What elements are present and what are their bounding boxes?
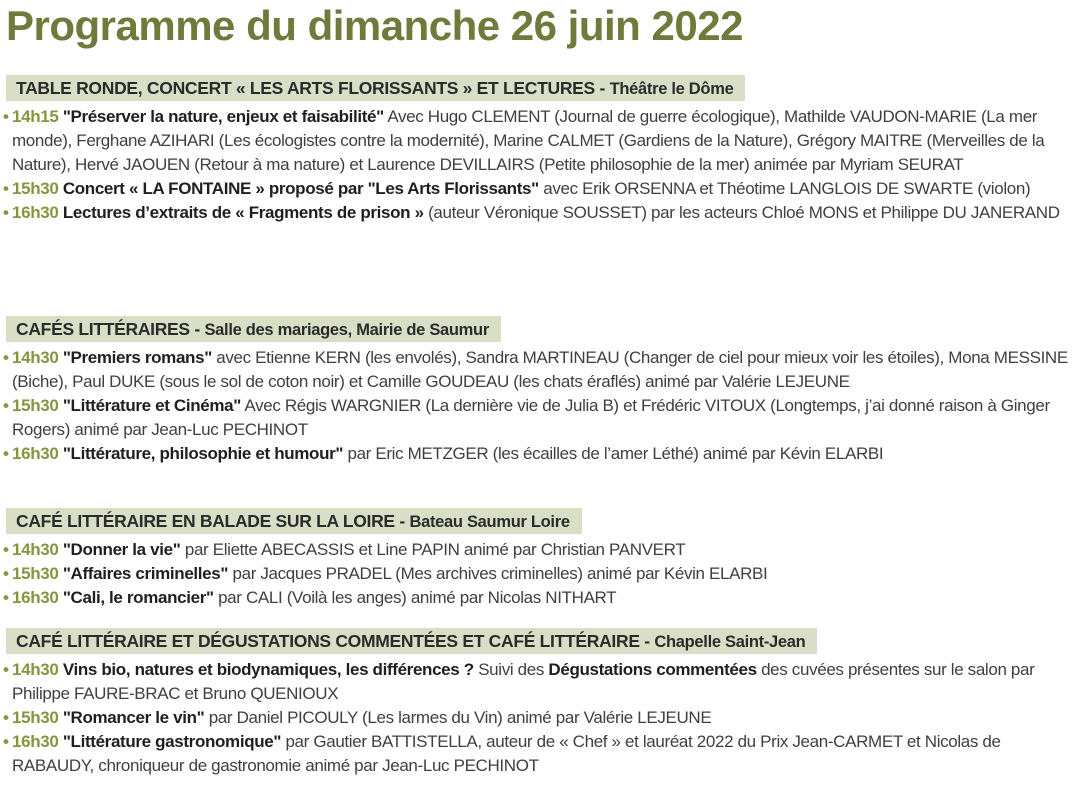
programme-entry — [3, 706, 1082, 730]
entry-title: "Premiers romans" — [62, 348, 212, 367]
programme-entry — [3, 586, 1082, 610]
bullet-icon: • — [3, 444, 9, 463]
section-header: CAFÉS LITTÉRAIRES - Salle des mariages, Mairie de Saumur — [6, 316, 501, 342]
programme-entry — [3, 201, 1082, 225]
entry-title: Concert « LA FONTAINE » proposé par "Les Arts Florissants" — [62, 179, 539, 198]
programme-entry — [3, 346, 1082, 394]
entry-text: Suivi des — [478, 660, 545, 679]
entry-text: avec Etienne KERN (les envolés), Sandra MARTINEAU (Changer de ciel pour mieux voir les étoiles), Mona MESSINE (Biche), Paul DUKE (sous le sol de coton noir) et Camille GOUDEAU (les chats éraflés) animé par Valérie LEJEUNE — [12, 348, 1068, 391]
bullet-icon: • — [3, 348, 9, 367]
entry-time: 15h30 — [12, 396, 59, 415]
section-header: CAFÉ LITTÉRAIRE EN BALADE SUR LA LOIRE - Bateau Saumur Loire — [6, 508, 582, 534]
section-header-venue: Salle des mariages, Mairie de Saumur — [204, 321, 489, 339]
entry-time: 16h30 — [12, 588, 59, 607]
section-header-title: CAFÉS LITTÉRAIRES — [16, 319, 190, 339]
entry-time: 15h30 — [12, 708, 59, 727]
entry-time: 15h30 — [12, 179, 59, 198]
section-degustations — [3, 628, 1082, 778]
entry-text: par Gautier BATTISTELLA, auteur de « Chef » et lauréat 2022 du Prix Jean-CARMET et Nicolas de RABAUDY, chroniqueur de gastronomie animé par Jean-Luc PECHINOT — [12, 732, 1001, 775]
entry-time: 16h30 — [12, 203, 59, 222]
bullet-icon: • — [3, 396, 9, 415]
programme-entry — [3, 730, 1082, 778]
bullet-icon: • — [3, 708, 9, 727]
entry-title: "Cali, le romancier" — [62, 588, 214, 607]
entry-title: "Littérature, philosophie et humour" — [62, 444, 344, 463]
programme-entry — [3, 105, 1082, 177]
bullet-icon: • — [3, 107, 9, 126]
bullet-icon: • — [3, 732, 9, 751]
entry-title-secondary: Dégustations commentées — [548, 660, 757, 679]
entry-text: Avec Hugo CLEMENT (Journal de guerre écologique), Mathilde VAUDON-MARIE (La mer monde), Ferghane AZIHARI (Les écologistes contre la modernité), Marine CALMET (Gardiens de la Nature), Grégory MAITRE (Merveilles de la Nature), Hervé JAOUEN (Retour à ma nature) et Laurence DEVILLAIRS (Petite philosophie de la mer) animée par Myriam SEURAT — [12, 107, 1045, 174]
programme-entry — [3, 562, 1082, 586]
programme-entry — [3, 658, 1082, 706]
entry-text: par Daniel PICOULY (Les larmes du Vin) animé par Valérie LEJEUNE — [208, 708, 712, 727]
entry-title: "Donner la vie" — [62, 540, 181, 559]
section-cafes-litteraires — [3, 316, 1082, 466]
entry-text-secondary: des cuvées présentes sur le salon par Philippe FAURE-BRAC et Bruno QUENIOUX — [12, 660, 1035, 703]
entry-title: Lectures d’extraits de « Fragments de prison » — [62, 203, 424, 222]
section-header-venue: Chapelle Saint-Jean — [654, 633, 806, 651]
entry-text: (auteur Véronique SOUSSET) par les acteurs Chloé MONS et Philippe DU JANERAND — [428, 203, 1060, 222]
programme-entry — [3, 394, 1082, 442]
bullet-icon: • — [3, 588, 9, 607]
entry-time: 16h30 — [12, 444, 59, 463]
entry-title: "Affaires criminelles" — [62, 564, 229, 583]
bullet-icon: • — [3, 540, 9, 559]
entry-text: Avec Régis WARGNIER (La dernière vie de Julia B) et Frédéric VITOUX (Longtemps, j’ai donné raison à Ginger Rogers) animé par Jean-Luc PECHINOT — [12, 396, 1050, 439]
entry-title: Vins bio, natures et biodynamiques, les différences ? — [62, 660, 474, 679]
entry-time: 15h30 — [12, 564, 59, 583]
section-header: TABLE RONDE, CONCERT « LES ARTS FLORISSANTS » ET LECTURES - Théâtre le Dôme — [6, 75, 745, 101]
entry-title: "Romancer le vin" — [62, 708, 205, 727]
bullet-icon: • — [3, 564, 9, 583]
entry-text: par Eliette ABECASSIS et Line PAPIN animé par Christian PANVERT — [184, 540, 686, 559]
section-header-venue: Théâtre le Dôme — [609, 80, 734, 98]
entry-text: par Eric METZGER (les écailles de l’amer Léthé) animé par Kévin ELARBI — [347, 444, 884, 463]
programme-entry — [3, 442, 1082, 466]
entry-text: par Jacques PRADEL (Mes archives criminelles) animé par Kévin ELARBI — [232, 564, 768, 583]
page-title: Programme du dimanche 26 juin 2022 — [6, 2, 743, 49]
section-header-title: CAFÉ LITTÉRAIRE EN BALADE SUR LA LOIRE — [16, 511, 395, 531]
entry-text: par CALI (Voilà les anges) animé par Nicolas NITHART — [218, 588, 617, 607]
programme-entry — [3, 538, 1082, 562]
bullet-icon: • — [3, 179, 9, 198]
section-header-title: TABLE RONDE, CONCERT « LES ARTS FLORISSANTS » ET LECTURES — [16, 78, 595, 98]
section-header: CAFÉ LITTÉRAIRE ET DÉGUSTATIONS COMMENTÉES ET CAFÉ LITTÉRAIRE - Chapelle Saint-Jean — [6, 628, 817, 654]
programme-entry — [3, 177, 1082, 201]
section-header-title: CAFÉ LITTÉRAIRE ET DÉGUSTATIONS COMMENTÉES ET CAFÉ LITTÉRAIRE — [16, 631, 640, 651]
entry-title: "Littérature gastronomique" — [62, 732, 282, 751]
entry-time: 14h30 — [12, 660, 59, 679]
entry-time: 16h30 — [12, 732, 59, 751]
entry-time: 14h30 — [12, 540, 59, 559]
entry-text: avec Erik ORSENNA et Théotime LANGLOIS DE SWARTE (violon) — [543, 179, 1031, 198]
entry-title: "Préserver la nature, enjeux et faisabilité" — [62, 107, 384, 126]
section-table-ronde — [3, 75, 1082, 225]
entry-time: 14h30 — [12, 348, 59, 367]
bullet-icon: • — [3, 203, 9, 222]
entry-title: "Littérature et Cinéma" — [62, 396, 241, 415]
bullet-icon: • — [3, 660, 9, 679]
section-balade-loire — [3, 508, 1082, 610]
entry-time: 14h15 — [12, 107, 59, 126]
section-header-venue: Bateau Saumur Loire — [409, 513, 570, 531]
